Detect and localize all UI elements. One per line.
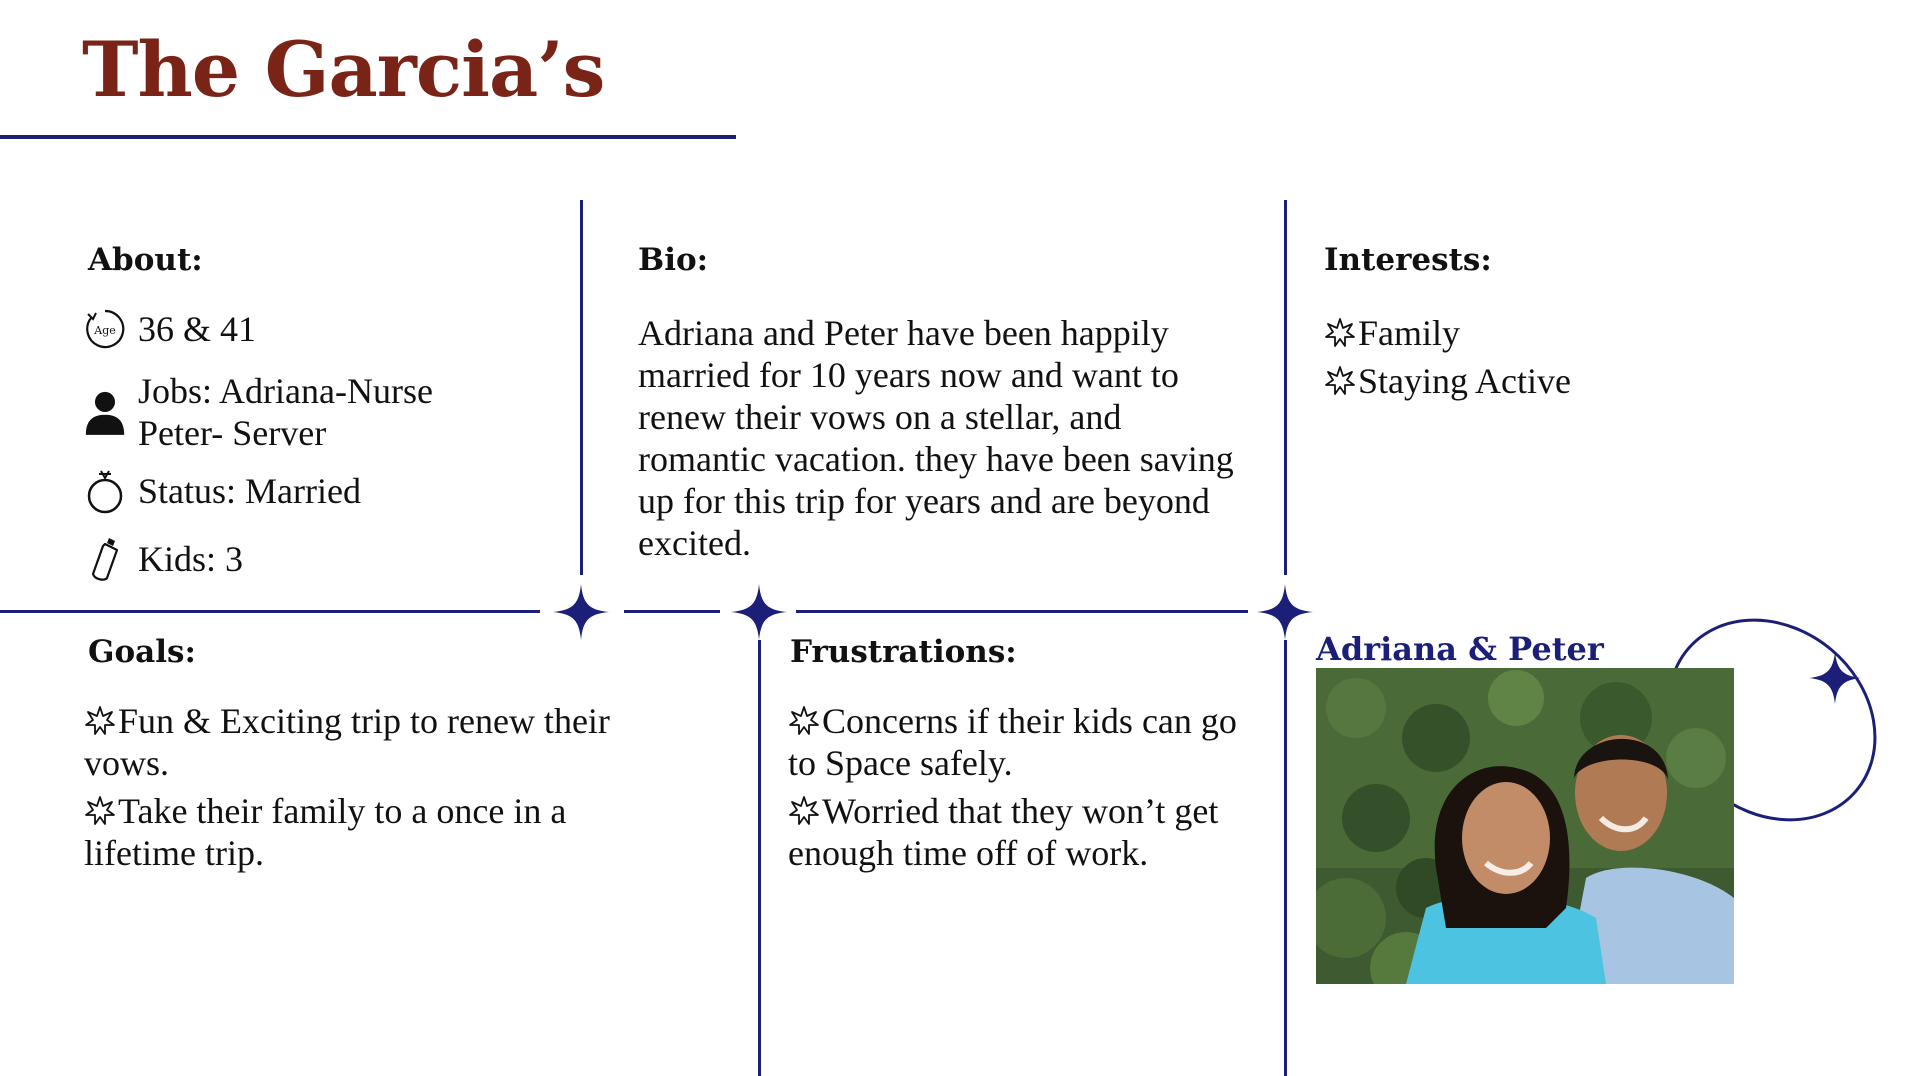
- about-status-row: [84, 470, 361, 512]
- photo-caption: Adriana & Peter: [1316, 630, 1604, 668]
- star-bullet-icon: [788, 795, 820, 827]
- about-kids-row: [84, 538, 243, 580]
- svg-text:Age: Age: [94, 324, 116, 337]
- sparkle-icon: [731, 584, 787, 640]
- sparkle-icon: [553, 584, 609, 640]
- interests-list: [1324, 312, 1884, 408]
- goal-item: Fun & Exciting trip to renew their vows.: [84, 701, 610, 783]
- about-kids: Kids: 3: [138, 539, 244, 579]
- page-title: The Garcia’s: [82, 25, 605, 114]
- list-item: [788, 790, 1268, 874]
- ring-icon: [84, 470, 126, 512]
- list-item: [1324, 360, 1884, 402]
- about-jobs-row: [84, 370, 433, 454]
- about-heading: About:: [88, 242, 203, 278]
- star-bullet-icon: [84, 705, 116, 737]
- goals-list: [84, 700, 644, 880]
- frustrations-heading: Frustrations:: [790, 634, 1017, 670]
- divider-horizontal-2: [624, 610, 720, 613]
- frustration-item: Concerns if their kids can go to Space safely.: [788, 701, 1237, 783]
- list-item: [84, 700, 644, 784]
- list-item: [1324, 312, 1884, 354]
- baby-bottle-icon: [84, 538, 126, 580]
- goals-heading: Goals:: [88, 634, 196, 670]
- sparkle-icon: [1257, 584, 1313, 640]
- list-item: [788, 700, 1268, 784]
- divider-vertical-3: [758, 640, 761, 1076]
- divider-horizontal-3: [796, 610, 1248, 613]
- star-bullet-icon: [1324, 365, 1356, 397]
- couple-photo: [1316, 668, 1734, 984]
- about-age: 36 & 41: [138, 309, 257, 349]
- divider-vertical-2: [1284, 200, 1287, 575]
- about-age-row: [84, 308, 256, 350]
- frustrations-list: [788, 700, 1268, 880]
- about-jobs-line2: Peter- Server: [138, 413, 327, 453]
- star-bullet-icon: [1324, 317, 1356, 349]
- frustration-item: Worried that they won’t get enough time off of work.: [788, 791, 1219, 873]
- title-underline: [0, 135, 736, 139]
- about-jobs-line1: Jobs: Adriana-Nurse: [138, 371, 433, 411]
- interest-item: Staying Active: [1358, 361, 1571, 401]
- goal-item: Take their family to a once in a lifetime trip.: [84, 791, 567, 873]
- star-bullet-icon: [84, 795, 116, 827]
- bio-heading: Bio:: [638, 242, 709, 278]
- bio-text: Adriana and Peter have been happily married for 10 years now and want to renew their vows on a stellar, and romantic vacation. they have been saving up for this trip for years and are beyond excited.: [638, 313, 1234, 563]
- list-item: [84, 790, 644, 874]
- divider-vertical-4: [1284, 640, 1287, 1076]
- divider-vertical-1: [580, 200, 583, 575]
- interest-item: Family: [1358, 313, 1461, 353]
- age-icon: [84, 308, 126, 350]
- person-icon: [84, 370, 126, 454]
- divider-horizontal-1: [0, 610, 540, 613]
- star-bullet-icon: [788, 705, 820, 737]
- interests-heading: Interests:: [1324, 242, 1492, 278]
- about-status: Status: Married: [138, 471, 361, 511]
